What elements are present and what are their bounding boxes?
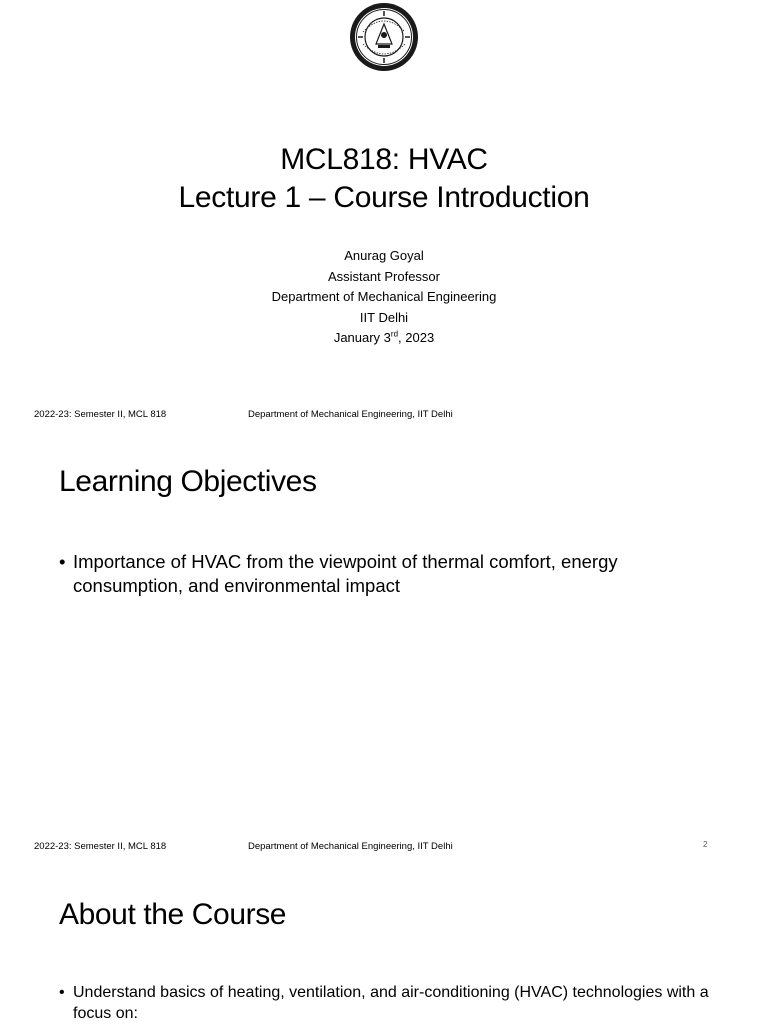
about-course-slide	[0, 866, 768, 1024]
slide-heading: Learning Objectives	[59, 465, 317, 498]
lecture-subtitle: Lecture 1 – Course Introduction	[178, 181, 590, 214]
presenter-info	[0, 246, 768, 349]
bullet-text: Importance of HVAC from the viewpoint of thermal comfort, energy consumption, and environmental impact	[73, 551, 618, 596]
presenter-institute: IIT Delhi	[359, 309, 409, 325]
bullet-item	[59, 982, 723, 1024]
footer-semester: 2022-23: Semester II, MCL 818	[34, 841, 167, 852]
date-suffix: , 2023	[398, 330, 435, 346]
footer-department: Department of Mechanical Engineering, IIT Delhi	[248, 841, 453, 852]
learning-objectives-slide	[0, 433, 768, 866]
bullet-item	[59, 550, 723, 598]
date-prefix: January 3	[333, 330, 391, 346]
date-superscript: rd	[390, 330, 399, 340]
course-title: MCL818: HVAC	[280, 143, 488, 176]
bullet-icon: •	[59, 551, 66, 572]
slide-heading: About the Course	[59, 898, 287, 931]
bullet-text: Understand basics of heating, ventilation, and air-conditioning (HVAC) technologies with a focus on:	[73, 984, 709, 1022]
page-number: 2	[703, 840, 708, 849]
lecture-date	[0, 328, 768, 349]
presenter-position: Assistant Professor	[328, 268, 440, 284]
presenter-name: Anurag Goyal	[344, 248, 424, 263]
lecture-title	[0, 141, 768, 217]
title-slide	[0, 0, 768, 433]
bullet-icon: •	[59, 984, 65, 1001]
presenter-department: Department of Mechanical Engineering	[271, 289, 497, 305]
footer-semester: 2022-23: Semester II, MCL 818	[34, 409, 167, 420]
iit-delhi-emblem-icon	[349, 2, 419, 72]
footer-department: Department of Mechanical Engineering, IIT Delhi	[248, 409, 453, 420]
